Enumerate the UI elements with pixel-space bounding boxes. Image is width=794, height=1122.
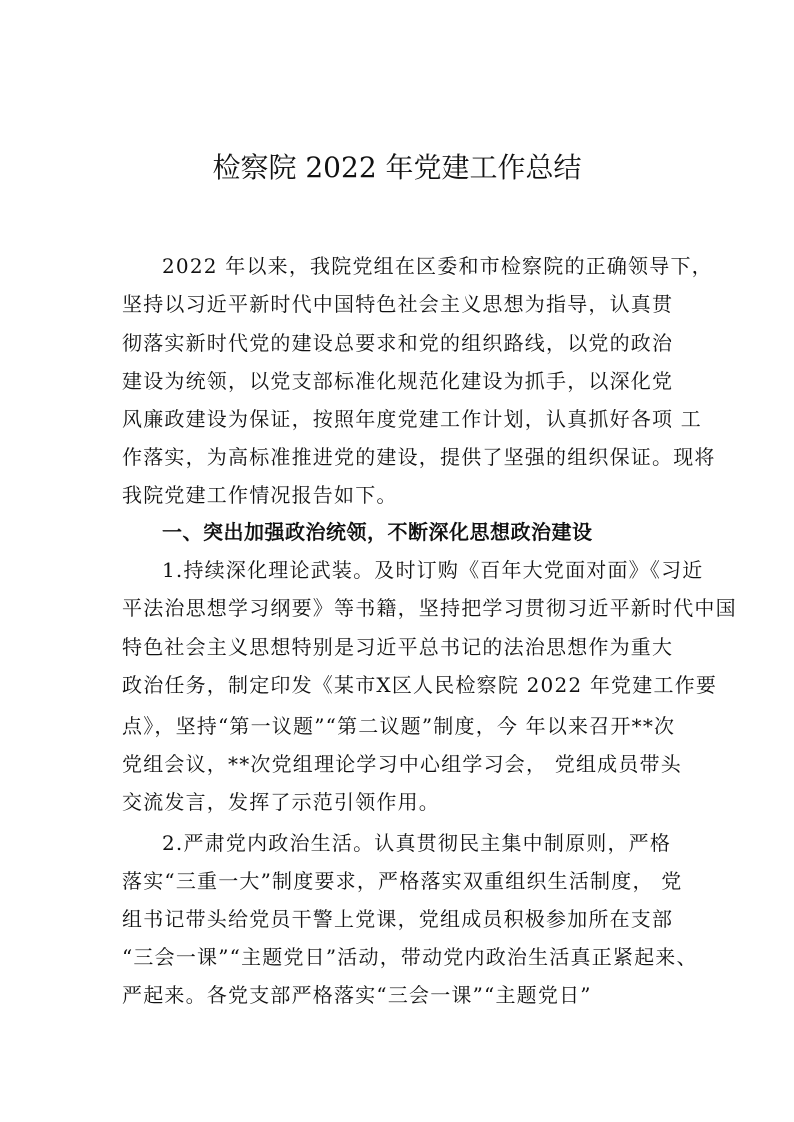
section-heading: 一、突出加强政治统领，不断深化思想政治建设 xyxy=(162,520,593,544)
paragraph-line: 彻落实新时代党的建设总要求和党的组织路线，以党的政治 xyxy=(122,331,674,355)
paragraph-line: 2.严肃党内政治生活。认真贯彻民主集中制原则，严格 xyxy=(162,831,672,855)
document-title: 检察院 2022 年党建工作总结 xyxy=(212,151,582,184)
paragraph-line: 政治任务，制定印发《某市X区人民检察院 2022 年党建工作要 xyxy=(122,673,718,697)
paragraph-line: 严起来。各党支部严格落实“三会一课”“主题党日” xyxy=(122,983,592,1007)
paragraph-line: 我院党建工作情况报告如下。 xyxy=(122,483,398,507)
paragraph-line: 落实“三重一大”制度要求，严格落实双重组织生活制度， 党 xyxy=(122,869,683,893)
paragraph-line: 坚持以习近平新时代中国特色社会主义思想为指导，认真贯 xyxy=(122,292,674,316)
paragraph-line: 建设为统领，以党支部标准化规范化建设为抓手，以深化党 xyxy=(122,369,674,393)
paragraph-line: 1.持续深化理论武装。及时订购《百年大党面对面》《习近 xyxy=(162,558,704,582)
paragraph-line: “三会一课”“主题党日”活动，带动党内政治生活真正紧起来、 xyxy=(122,945,698,969)
paragraph-line: 特色社会主义思想特别是习近平总书记的法治思想作为重大 xyxy=(122,635,674,659)
paragraph-line: 平法治思想学习纲要》等书籍，坚持把学习贯彻习近平新时代中国 xyxy=(122,596,737,620)
paragraph-line: 交流发言，发挥了示范引领作用。 xyxy=(122,790,440,814)
paragraph-line: 党组会议，**次党组理论学习中心组学习会， 党组成员带头 xyxy=(122,752,682,776)
paragraph-line: 风廉政建设为保证，按照年度党建工作计划，认真抓好各项 工 xyxy=(122,407,702,431)
paragraph-line: 组书记带头给党员干警上党课，党组成员积极参加所在支部 xyxy=(122,907,674,931)
paragraph-line: 点》，坚持“第一议题”“第二议题”制度，今 年以来召开**次 xyxy=(122,714,676,738)
paragraph-line: 2022 年以来，我院党组在区委和市检察院的正确领导下， xyxy=(162,254,713,278)
paragraph-line: 作落实，为高标准推进党的建设，提供了坚强的组织保证。现将 xyxy=(122,445,716,469)
